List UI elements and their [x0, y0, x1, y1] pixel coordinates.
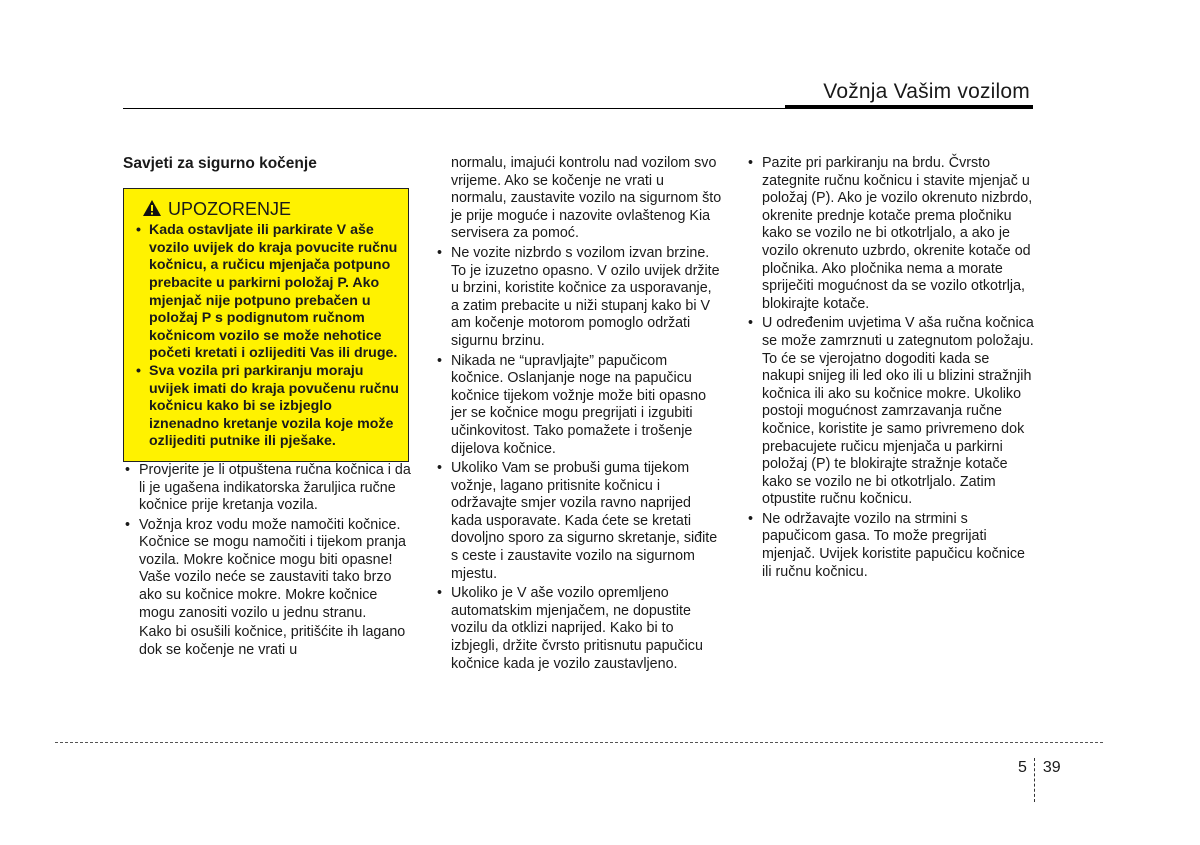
bullet-list	[435, 245, 723, 673]
page-number	[1018, 746, 1061, 790]
list-item: • Ne vozite nizbrdo s vozilom izvan brzine. To je izuzetno opasno. V ozilo uvijek držite u brzini, koristite kočnice za usporavanje, a zatim prebacite u niži stupanj kako bi V am kočenje motorom pomoglo održati sigurnu brzinu.	[435, 245, 723, 351]
list-item: • Ukoliko Vam se probuši guma tijekom vožnje, lagano pritisnite kočnicu i održavajte smjer vozila ravno naprijed kada usporavate. Kada ćete se kretati dovoljno sporo za sigurno skretanje, siđite s ceste i zaustavite vozilo na sigurnom mjestu.	[435, 460, 723, 583]
footer-rule	[55, 742, 1103, 743]
page-number-value: 39	[1042, 759, 1061, 776]
column-1	[123, 155, 411, 659]
column-3	[746, 155, 1034, 583]
page-header-title: Vožnja Vašim vozilom	[823, 80, 1030, 103]
page-number-separator	[1034, 758, 1036, 802]
list-item: • U određenim uvjetima V aša ručna kočnica se može zamrznuti u zategnutom položaju. To će se vjerojatno dogoditi kada se nakupi snijeg ili led oko ili u blizini stražnjih kočnica ili ako su kočnice mokre. Ukoliko postoji mogućnost zamrzavanja ručne kočnice, koristite je samo privremeno dok prebacujete ručicu mjenjača u parkirni položaj (P) te blokirajte stražnje kotače kako se vozilo ne bi otkotrljalo. Zatim otpustite ručnu kočnicu.	[746, 315, 1034, 509]
warning-box	[123, 188, 409, 462]
chapter-number: 5	[1018, 759, 1027, 776]
warning-item: • Sva vozila pri parkiranju moraju uvijek imati do kraja povučenu ručnu kočnicu kako bi se izbjeglo iznenadno kretanje vozila koje može ozlijediti putnike ili pješake.	[132, 363, 400, 451]
list-item: • Pazite pri parkiranju na brdu. Čvrsto zategnite ručnu kočnicu i stavite mjenjač u položaj (P). Ako je vozilo okrenuto nizbrdo, okrenite prednje kotače prema pločniku kako se vozilo ne bi otkotrljalo, a ako je vozilo okrenuto uzbrdo, okrenite kotače od pločnika. Ako pločnika nema a morate spriječiti mogućnost da se vozilo otkotrlja, blokirajte kotače.	[746, 155, 1034, 313]
list-item: • Provjerite je li otpuštena ručna kočnica i da li je ugašena indikatorska žaruljica ručne kočnice prije kretanja vozila.	[123, 462, 411, 515]
list-item: • Nikada ne “upravljajte” papučicom kočnice. Oslanjanje noge na papučicu kočnice tijekom vožnje može biti opasno jer se kočnice mogu pregrijati i izgubiti učinkovitost. Tako pomažete i trošenje dijelova kočnice.	[435, 353, 723, 459]
warning-heading	[142, 199, 400, 221]
warning-item: • Kada ostavljate ili parkirate V aše vozilo uvijek do kraja povucite ručnu kočnicu, a ručicu mjenjača potpuno prebacite u parkirni položaj P. Ako mjenjač nije potpuno prebačen u položaj P s podignutom ručnom kočnicom vozilo se može nehotice početi kretati i ozlijediti Vas ili druge.	[132, 222, 400, 363]
paragraph-continuation: Kako bi osušili kočnice, pritišćite ih lagano dok se kočenje ne vrati u	[139, 624, 406, 658]
bullet-list	[746, 155, 1034, 581]
column-2	[435, 155, 723, 675]
list-item: • Ne održavajte vozilo na strmini s papučicom gasa. To može pregrijati mjenjač. Uvijek koristite papučicu kočnice ili ručnu kočnicu.	[746, 511, 1034, 581]
list-item: • Vožnja kroz vodu može namočiti kočnice. Kočnice se mogu namočiti i tijekom pranja vozila. Mokre kočnice mogu biti opasne! Vaše vozilo neće se zaustaviti tako brzo ako su kočnice mokre. Mokre kočnice mogu zanositi vozilo u jednu stranu.	[123, 517, 411, 623]
header-rule-accent	[785, 105, 1033, 109]
warning-triangle-icon	[142, 199, 162, 221]
warning-list	[132, 222, 400, 451]
section-title: Savjeti za sigurno kočenje	[123, 155, 317, 172]
list-item: • Ukoliko je V aše vozilo opremljeno automatskim mjenjačem, ne dopustite vozilu da otklizi naprijed. Kako bi to izbjegli, držite čvrsto pritisnutu papučicu kočnice kada je vozilo zaustavljeno.	[435, 585, 723, 673]
warning-heading-label: UPOZORENJE	[168, 198, 292, 219]
paragraph-continuation: normalu, imajući kontrolu nad vozilom svo vrijeme. Ako se kočenje ne vrati u normalu, zaustavite vozilo na sigurnom što je prije moguće i nazovite ovlaštenog Kia servisera za pomoć.	[451, 155, 722, 242]
bullet-list	[123, 462, 411, 622]
